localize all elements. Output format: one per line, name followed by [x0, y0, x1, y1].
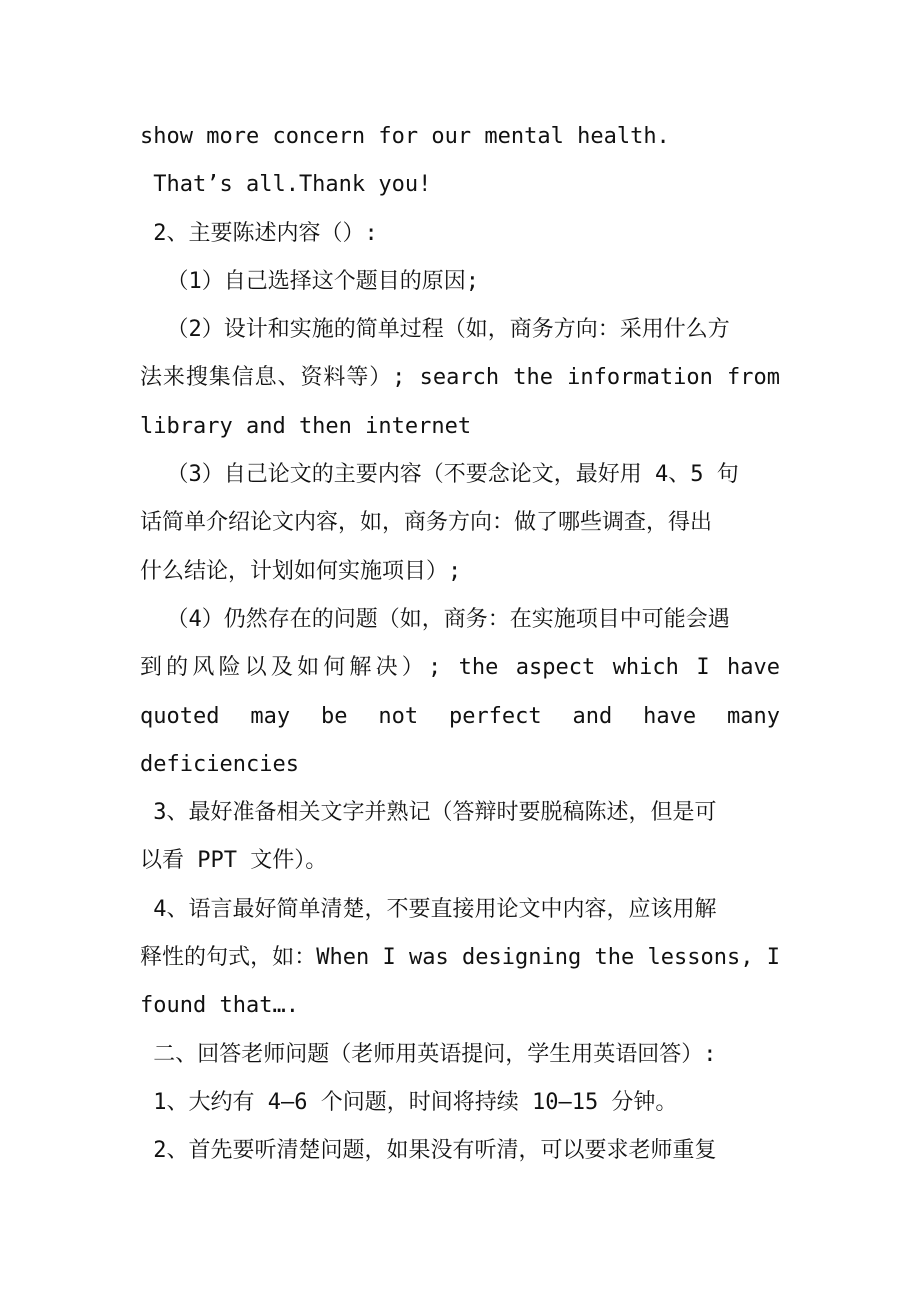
text-line-2: That’s all.Thank you! [140, 172, 432, 198]
text-line-15: 3、最好准备相关文字并熟记（答辩时要脱稿陈述，但是可 [140, 800, 717, 826]
text-line-1: show more concern for our mental health. [140, 124, 670, 149]
text-line-16: 以看 PPT 文件）。 [140, 848, 328, 874]
text-line-13: quoted may be not perfect and have many [140, 703, 780, 729]
text-line-19: found that…. [140, 993, 299, 1019]
document-body [140, 113, 780, 1176]
text-line-4: （1）自己选择这个题目的原因; [140, 268, 479, 294]
text-line-5: （2）设计和实施的简单过程（如，商务方向：采用什么方 [140, 317, 730, 343]
text-line-8: （3）自己论文的主要内容（不要念论文，最好用 4、5 句 [140, 462, 739, 488]
text-line-7: library and then internet [140, 413, 472, 439]
text-line-12: 到的风险以及如何解决）; the aspect which I have [140, 655, 780, 681]
text-line-18: 释性的句式，如：When I was designing the lessons, I [140, 945, 780, 971]
text-line-20: 二、回答老师问题（老师用英语提问，学生用英语回答）: [140, 1041, 717, 1067]
text-line-10: 什么结论，计划如何实施项目）; [140, 558, 462, 584]
text-line-17: 4、语言最好简单清楚，不要直接用论文中内容，应该用解 [140, 896, 717, 922]
text-line-9: 话简单介绍论文内容，如，商务方向：做了哪些调查，得出 [140, 510, 713, 536]
text-line-14: deficiencies [140, 751, 299, 777]
text-line-6: 法来搜集信息、资料等）; search the information from [140, 365, 780, 391]
text-line-22: 2、首先要听清楚问题，如果没有听清，可以要求老师重复 [140, 1138, 717, 1164]
text-line-3: 2、主要陈述内容（）: [140, 220, 378, 246]
text-line-21: 1、大约有 4—6 个问题，时间将持续 10—15 分钟。 [140, 1089, 678, 1115]
text-line-11: （4）仍然存在的问题（如，商务：在实施项目中可能会遇 [140, 606, 730, 632]
